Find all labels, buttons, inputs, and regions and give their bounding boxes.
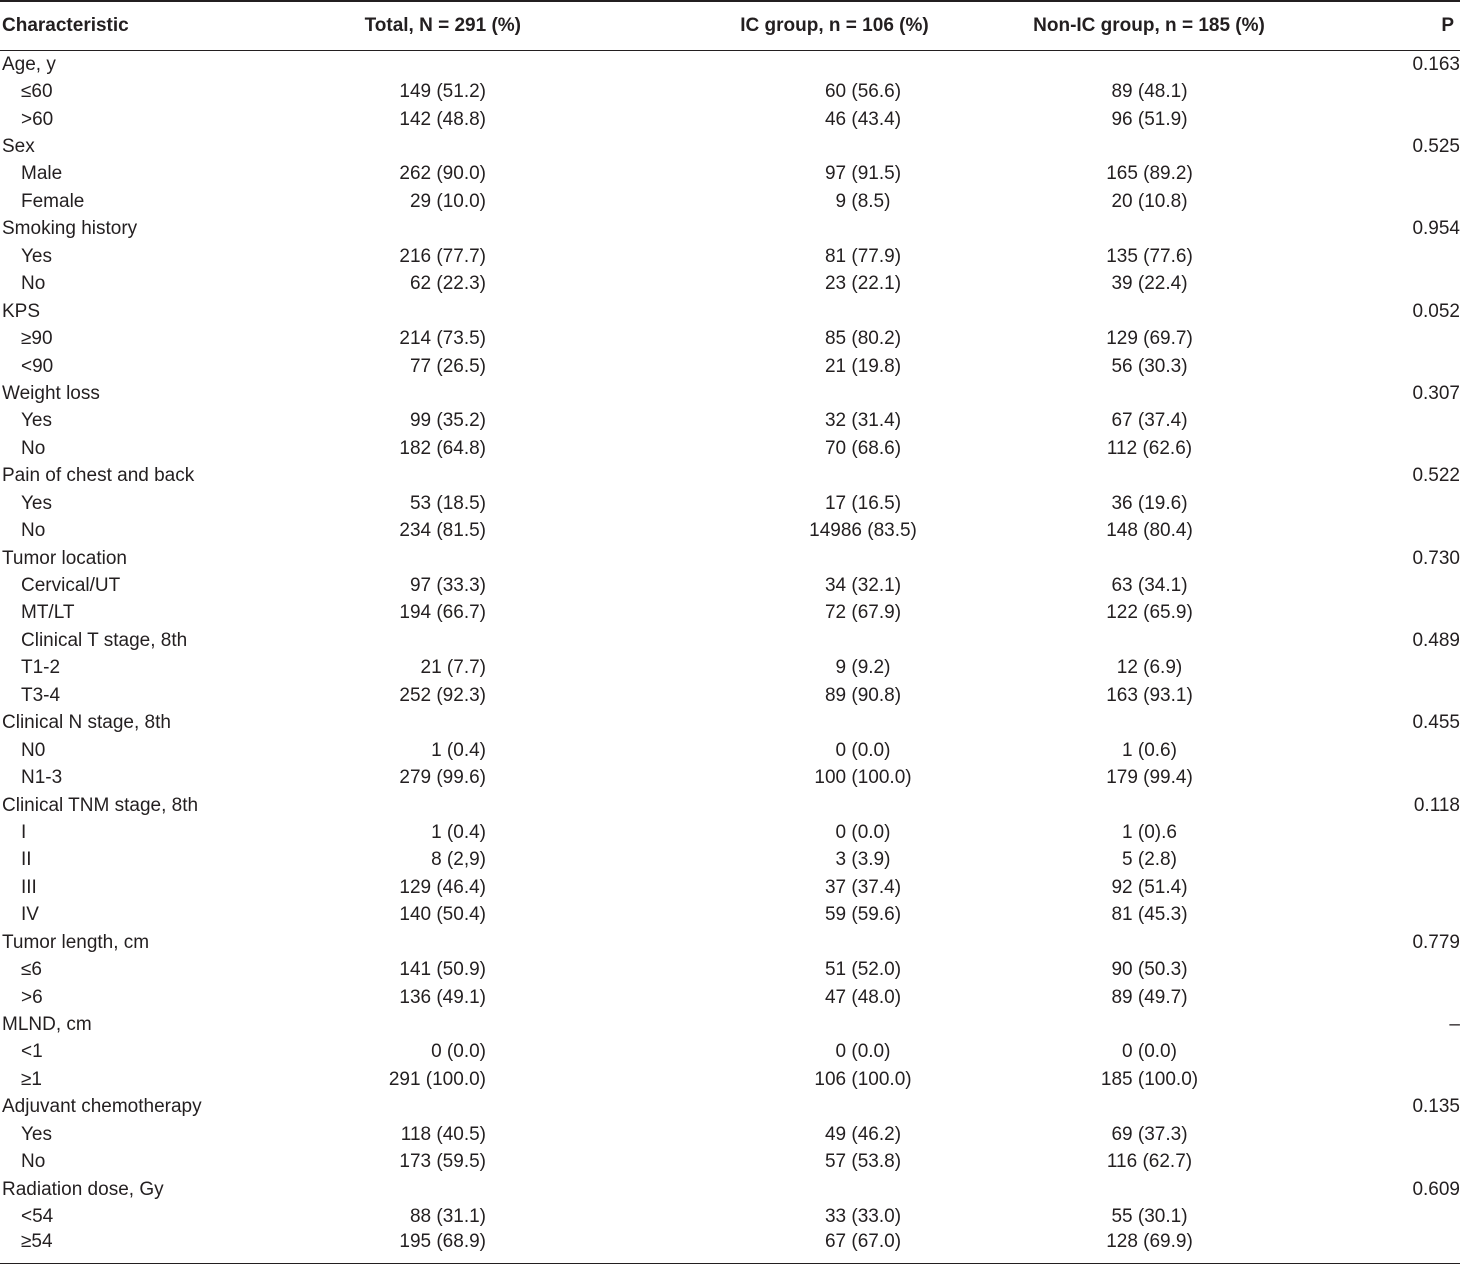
cell-characteristic: ≤6 [21,959,42,981]
cell-characteristic: Tumor length, cm [2,931,150,953]
cell-p-value [1340,819,1460,846]
cell-total [270,627,600,654]
cell-ic-group: 106 (100.0) [814,1068,912,1090]
cell-ic-group [600,1011,940,1038]
cell-characteristic: No [21,273,46,295]
cell-p-value [1340,161,1460,188]
cell-non-ic-group: 89 (49.7) [1111,986,1188,1008]
cell-characteristic: MLND, cm [2,1014,92,1036]
cell-p-value [1340,847,1460,874]
cell-non-ic-group: 55 (30.1) [1111,1206,1188,1228]
cell-p-value: 0.118 [1413,794,1460,816]
cell-characteristic: >6 [21,986,43,1008]
cell-ic-group [600,1176,940,1203]
cell-p-value [1340,572,1460,599]
cell-non-ic-group: 112 (62.6) [1106,437,1193,459]
cell-characteristic: Cervical/UT [21,575,121,597]
cell-ic-group [600,216,940,243]
cell-p-value [1340,902,1460,929]
cell-p-value [1340,956,1460,983]
cell-p-value: 0.307 [1412,382,1460,404]
cell-characteristic: <54 [21,1206,54,1228]
table-row [0,764,1460,791]
cell-characteristic: Female [21,190,85,212]
cell-characteristic: I [21,821,27,843]
cell-non-ic-group: 122 (65.9) [1106,602,1193,624]
cell-p-value [1340,353,1460,380]
cell-characteristic: Age, y [2,53,56,75]
cell-non-ic-group: 1 (0).6 [1122,821,1177,843]
cell-p-value [1340,1066,1460,1093]
cell-characteristic: Pain of chest and back [2,465,195,487]
cell-ic-group [600,380,940,407]
cell-non-ic-group [940,1176,1340,1203]
table-row [0,106,1460,133]
cell-ic-group: 37 (37.4) [824,876,902,898]
cell-characteristic: Smoking history [2,218,138,240]
cell-ic-group [600,298,940,325]
cell-ic-group: 81 (77.9) [824,245,902,267]
cell-ic-group: 67 (67.0) [600,1231,940,1264]
cell-total: 142 (48.8) [399,108,486,130]
cell-total [270,1176,600,1203]
cell-p-value [1340,1149,1460,1176]
cell-p-value: – [1449,1014,1460,1036]
cell-ic-group [600,929,940,956]
cell-ic-group [600,133,940,160]
cell-total: 1 (0.4) [431,739,486,761]
cell-total: 141 (50.9) [399,959,486,981]
cell-non-ic-group: 96 (51.9) [1111,108,1188,130]
table-row [0,51,1460,79]
cell-non-ic-group [940,710,1340,737]
cell-characteristic: N0 [21,739,46,761]
cell-p-value [1340,408,1460,435]
cell-non-ic-group: 36 (19.6) [1111,492,1188,514]
cell-non-ic-group: 12 (6.9) [1116,657,1183,679]
table-row [0,710,1460,737]
table-row [0,271,1460,298]
cell-characteristic: Clinical N stage, 8th [2,712,171,734]
table-row [0,792,1460,819]
cell-ic-group: 0 (0.0) [835,1041,891,1063]
header-ic-group: IC group, n = 106 (%) [600,1,940,51]
cell-p-value [1340,1203,1460,1230]
table-row [0,435,1460,462]
cell-ic-group: 47 (48.0) [824,986,902,1008]
cell-p-value [1340,1231,1460,1264]
cell-non-ic-group: 0 (0.0) [1122,1041,1177,1063]
cell-non-ic-group: 148 (80.4) [1106,520,1193,542]
table-row [0,463,1460,490]
table-row [0,517,1460,544]
table-row [0,78,1460,105]
table-row [0,902,1460,929]
cell-non-ic-group [940,380,1340,407]
table-row [0,380,1460,407]
cell-total [270,216,600,243]
cell-total: 216 (77.7) [399,245,486,267]
cell-non-ic-group [940,133,1340,160]
cell-ic-group [600,1094,940,1121]
cell-non-ic-group: 67 (37.4) [1111,410,1188,432]
cell-non-ic-group [940,1094,1340,1121]
cell-p-value [1340,1121,1460,1148]
header-row [0,1,1460,51]
cell-total [270,545,600,572]
table-row [0,161,1460,188]
cell-total: 291 (100.0) [388,1068,486,1090]
cell-total: 0 (0.0) [431,1041,486,1063]
cell-ic-group: 34 (32.1) [824,575,902,597]
cell-p-value [1340,737,1460,764]
cell-total [270,929,600,956]
cell-non-ic-group: 56 (30.3) [1111,355,1188,377]
table-row [0,627,1460,654]
cell-total: 62 (22.3) [409,273,486,295]
cell-non-ic-group: 129 (69.7) [1106,328,1193,350]
cell-ic-group [600,545,940,572]
cell-ic-group: 70 (68.6) [824,437,902,459]
table-row [0,408,1460,435]
cell-characteristic: Yes [21,410,52,432]
cell-p-value [1340,106,1460,133]
cell-total: 173 (59.5) [399,1151,486,1173]
cell-characteristic: T3-4 [21,684,61,706]
table-row [0,490,1460,517]
cell-characteristic: IV [21,904,39,926]
cell-p-value [1340,655,1460,682]
table-row [0,874,1460,901]
table-row [0,655,1460,682]
cell-ic-group [600,51,940,79]
cell-total: 21 (7.7) [420,657,486,679]
cell-characteristic: ≥54 [0,1231,270,1264]
cell-non-ic-group [940,298,1340,325]
cell-non-ic-group: 165 (89.2) [1106,163,1193,185]
cell-p-value: 0.522 [1412,465,1460,487]
cell-p-value: 0.455 [1412,712,1460,734]
table-row [0,956,1460,983]
cell-non-ic-group [940,216,1340,243]
table-row [0,1039,1460,1066]
header-p-value: P [1340,1,1460,51]
table-row [0,1094,1460,1121]
table-row [0,984,1460,1011]
cell-ic-group: 0 (0.0) [835,739,891,761]
table-row [0,929,1460,956]
cell-ic-group [600,627,940,654]
cell-ic-group: 3 (3.9) [835,849,891,871]
cell-p-value: 0.489 [1412,629,1460,651]
table-row [0,1231,1460,1264]
cell-characteristic: Radiation dose, Gy [2,1178,164,1200]
cell-total: 97 (33.3) [409,575,486,597]
cell-total: 53 (18.5) [409,492,486,514]
table-row [0,847,1460,874]
cell-p-value: 0.163 [1412,53,1460,75]
cell-p-value [1340,984,1460,1011]
cell-total: 194 (66.7) [399,602,486,624]
cell-p-value [1340,325,1460,352]
cell-p-value: 0.954 [1412,218,1460,240]
cell-p-value [1340,682,1460,709]
cell-non-ic-group [940,463,1340,490]
cell-characteristic: KPS [2,300,41,322]
cell-non-ic-group: 69 (37.3) [1111,1123,1188,1145]
cell-characteristic: ≥90 [21,328,53,350]
cell-non-ic-group: 179 (99.4) [1106,767,1193,789]
cell-total [270,710,600,737]
cell-total: 279 (99.6) [399,767,486,789]
cell-ic-group: 14986 (83.5) [809,520,917,542]
cell-p-value [1340,1039,1460,1066]
cell-p-value: 0.525 [1412,136,1460,158]
cell-p-value: 0.052 [1412,300,1460,322]
cell-non-ic-group: 20 (10.8) [1111,190,1188,212]
cell-ic-group: 17 (16.5) [824,492,902,514]
cell-ic-group [600,463,940,490]
cell-characteristic: <90 [21,355,54,377]
cell-characteristic: ≥1 [21,1068,42,1090]
cell-total: 182 (64.8) [399,437,486,459]
cell-ic-group: 49 (46.2) [824,1123,902,1145]
table-row [0,545,1460,572]
table-row [0,737,1460,764]
cell-non-ic-group: 39 (22.4) [1111,273,1188,295]
table-row [0,682,1460,709]
cell-total: 99 (35.2) [409,410,486,432]
cell-p-value [1340,243,1460,270]
cell-total: 88 (31.1) [409,1206,486,1228]
cell-ic-group [600,710,940,737]
cell-characteristic: III [21,876,37,898]
cell-non-ic-group [940,545,1340,572]
table-row [0,819,1460,846]
cell-non-ic-group: 163 (93.1) [1106,684,1193,706]
cell-non-ic-group: 135 (77.6) [1106,245,1193,267]
cell-total: 149 (51.2) [399,81,486,103]
cell-p-value [1340,490,1460,517]
cell-ic-group: 100 (100.0) [814,767,912,789]
cell-characteristic: Tumor location [2,547,127,569]
cell-non-ic-group: 63 (34.1) [1111,575,1188,597]
cell-p-value [1340,78,1460,105]
cell-characteristic: II [21,849,32,871]
cell-ic-group: 33 (33.0) [824,1206,902,1228]
table-row [0,243,1460,270]
cell-total [270,380,600,407]
cell-characteristic: Clinical T stage, 8th [21,629,188,651]
cell-total: 262 (90.0) [399,163,486,185]
cell-ic-group: 32 (31.4) [824,410,902,432]
cell-non-ic-group: 1 (0.6) [1122,739,1177,761]
cell-characteristic: Yes [21,492,52,514]
cell-characteristic: T1-2 [21,657,61,679]
cell-characteristic: No [21,437,46,459]
cell-total: 77 (26.5) [409,355,486,377]
cell-ic-group: 9 (9.2) [835,657,891,679]
cell-total: 136 (49.1) [399,986,486,1008]
cell-p-value [1340,517,1460,544]
table-row [0,1149,1460,1176]
cell-characteristic: Weight loss [2,382,100,404]
cell-total: 1 (0.4) [431,821,486,843]
cell-total: 140 (50.4) [399,904,486,926]
table-row [0,1203,1460,1230]
cell-non-ic-group: 116 (62.7) [1106,1151,1193,1173]
cell-characteristic: Male [21,163,63,185]
table-row [0,600,1460,627]
cell-ic-group: 46 (43.4) [824,108,902,130]
cell-ic-group: 9 (8.5) [835,190,891,212]
cell-non-ic-group: 81 (45.3) [1111,904,1188,926]
cell-p-value [1340,188,1460,215]
cell-non-ic-group: 90 (50.3) [1111,959,1188,981]
table-row [0,216,1460,243]
cell-total: 8 (2,9) [431,849,486,871]
cell-p-value [1340,600,1460,627]
cell-ic-group: 57 (53.8) [824,1151,902,1173]
cell-total: 234 (81.5) [399,520,486,542]
cell-total [270,1094,600,1121]
cell-total: 214 (73.5) [399,328,486,350]
cell-non-ic-group [940,792,1340,819]
cell-characteristic: No [21,520,46,542]
cell-non-ic-group: 89 (48.1) [1111,81,1188,103]
cell-total: 195 (68.9) [270,1231,600,1264]
header-non-ic-group: Non-IC group, n = 185 (%) [940,1,1340,51]
table-row [0,353,1460,380]
cell-ic-group: 85 (80.2) [824,328,902,350]
cell-total [270,133,600,160]
cell-characteristic: ≤60 [21,81,53,103]
cell-characteristic: Adjuvant chemotherapy [2,1096,202,1118]
cell-non-ic-group: 128 (69.9) [940,1231,1340,1264]
header-total: Total, N = 291 (%) [270,1,600,51]
cell-total [270,51,600,79]
cell-characteristic: <1 [21,1041,43,1063]
cell-characteristic: MT/LT [21,602,75,624]
table-body [0,51,1460,1264]
cell-p-value [1340,271,1460,298]
cell-p-value: 0.609 [1412,1178,1460,1200]
cell-total: 129 (46.4) [399,876,486,898]
cell-total [270,792,600,819]
cell-characteristic: Sex [2,136,35,158]
table-row [0,298,1460,325]
cell-p-value [1340,874,1460,901]
cell-non-ic-group [940,51,1340,79]
cell-total: 252 (92.3) [399,684,486,706]
cell-p-value: 0.779 [1412,931,1460,953]
cell-ic-group: 97 (91.5) [824,163,902,185]
cell-characteristic: Yes [21,245,52,267]
cell-ic-group: 21 (19.8) [824,355,902,377]
cell-ic-group: 60 (56.6) [824,81,902,103]
cell-characteristic: >60 [21,108,54,130]
cell-non-ic-group [940,929,1340,956]
cell-ic-group: 0 (0.0) [835,821,891,843]
table-row [0,572,1460,599]
cell-characteristic: N1-3 [21,767,63,789]
cell-total [270,298,600,325]
cell-p-value: 0.730 [1412,547,1460,569]
header-characteristic: Characteristic [0,1,270,51]
cell-non-ic-group: 5 (2.8) [1122,849,1177,871]
cell-characteristic: Yes [21,1123,52,1145]
cell-ic-group: 59 (59.6) [824,904,902,926]
cell-ic-group: 72 (67.9) [824,602,902,624]
cell-non-ic-group [940,627,1340,654]
cell-characteristic: Clinical TNM stage, 8th [2,794,199,816]
cell-p-value [1340,764,1460,791]
table-row [0,1011,1460,1038]
cell-ic-group: 51 (52.0) [824,959,902,981]
cell-p-value [1340,435,1460,462]
table-row [0,1121,1460,1148]
cell-characteristic: No [21,1151,46,1173]
cell-non-ic-group [940,1011,1340,1038]
table-header [0,1,1460,51]
cell-non-ic-group: 92 (51.4) [1111,876,1188,898]
cell-ic-group: 89 (90.8) [824,684,902,706]
table-row [0,325,1460,352]
cell-total: 29 (10.0) [409,190,486,212]
cell-total: 118 (40.5) [400,1123,486,1145]
table-row [0,188,1460,215]
cell-p-value: 0.135 [1412,1096,1460,1118]
table-row [0,133,1460,160]
table-row [0,1066,1460,1093]
cell-ic-group: 23 (22.1) [824,273,902,295]
cell-total [270,1011,600,1038]
cell-ic-group [600,792,940,819]
cell-total [270,463,600,490]
cell-non-ic-group: 185 (100.0) [1100,1068,1199,1090]
table-row [0,1176,1460,1203]
